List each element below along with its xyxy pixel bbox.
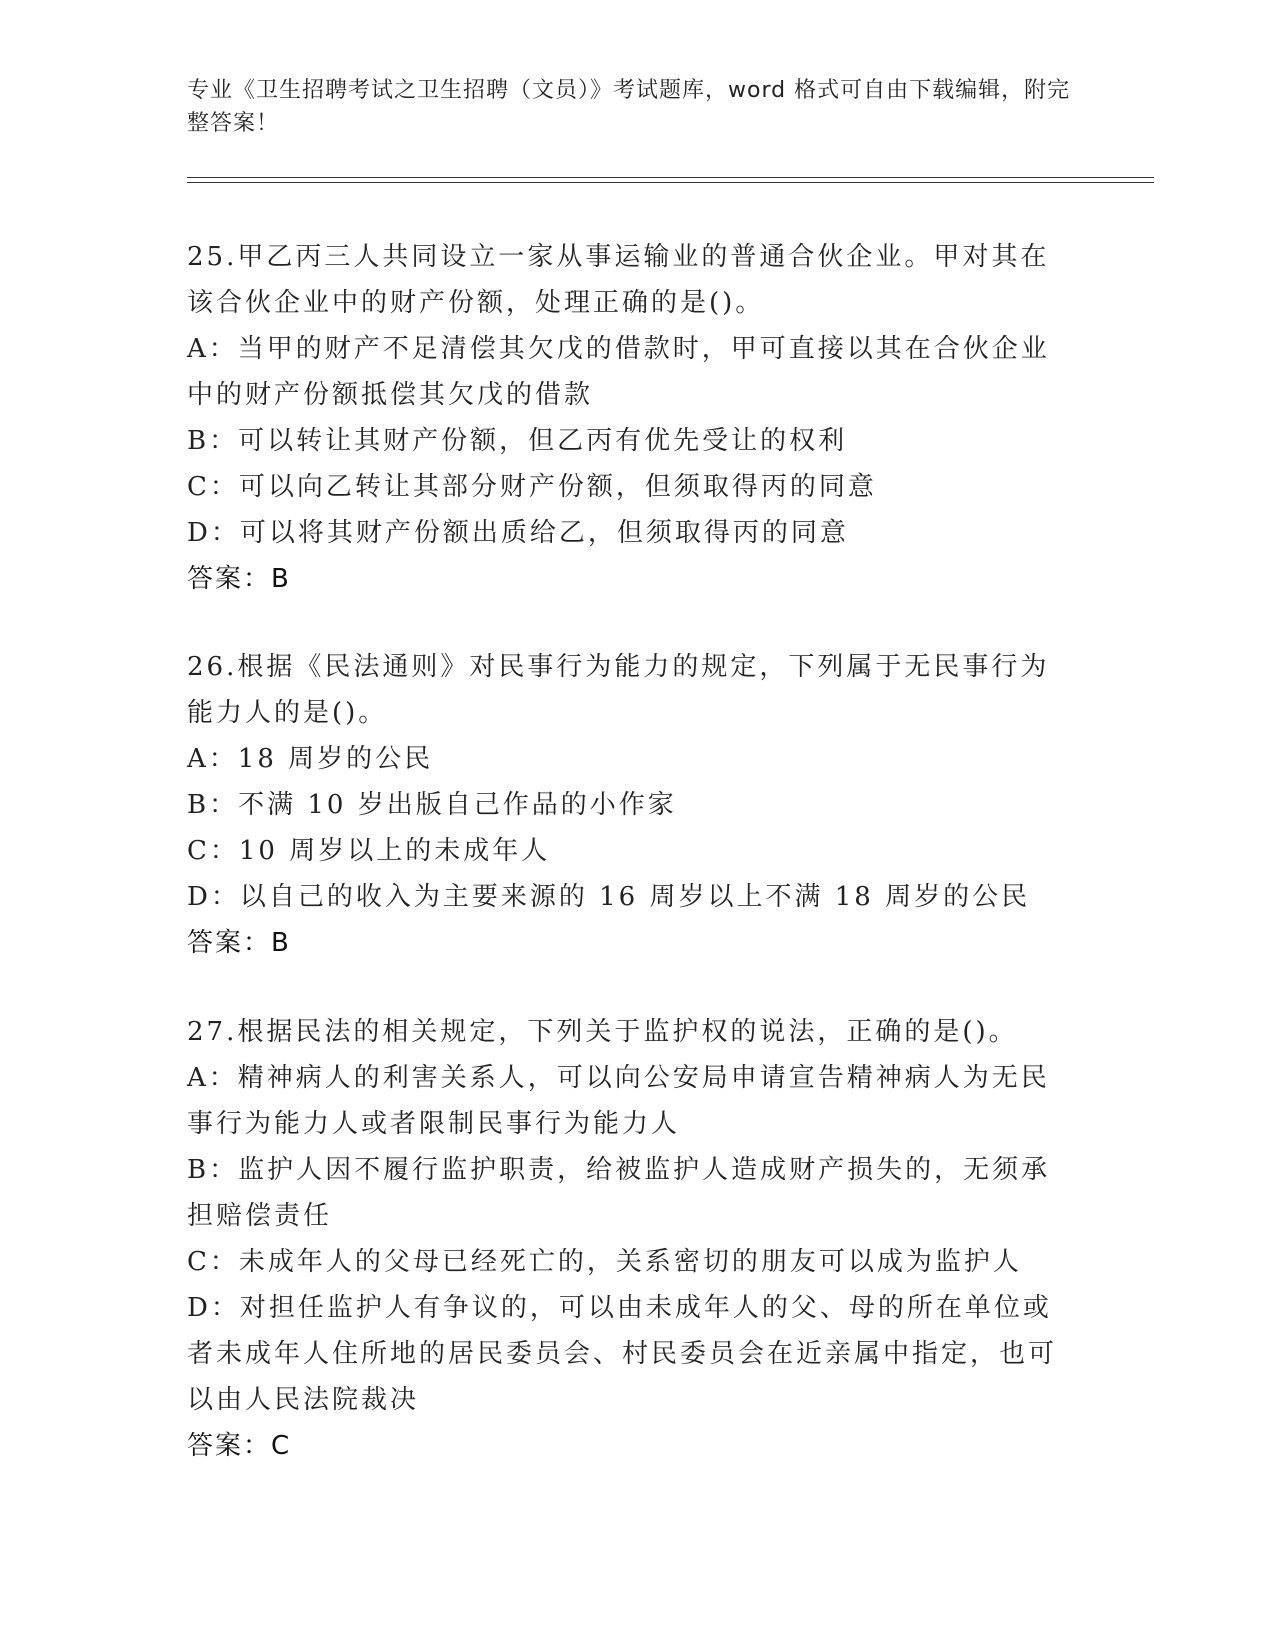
option-a: A：18 周岁的公民 — [187, 744, 434, 774]
option-b: B：不满 10 岁出版自己作品的小作家 — [187, 790, 677, 820]
question-27 — [187, 1009, 1077, 1469]
option-d: D：以自己的收入为主要来源的 16 周岁以上不满 18 周岁的公民 — [187, 882, 1031, 912]
header-divider-bottom — [187, 182, 1154, 183]
option-c: C：未成年人的父母已经死亡的，关系密切的朋友可以成为监护人 — [187, 1247, 1022, 1277]
question-stem: 26.根据《民法通则》对民事行为能力的规定，下列属于无民事行为能力人的是()。 — [187, 652, 1050, 728]
option-b: B：监护人因不履行监护职责，给被监护人造成财产损失的，无须承担赔偿责任 — [187, 1155, 1051, 1231]
question-stem: 27.根据民法的相关规定，下列关于监护权的说法，正确的是()。 — [187, 1017, 1018, 1047]
header-divider-top — [187, 177, 1154, 178]
question-25 — [187, 234, 1077, 602]
option-a: A：当甲的财产不足清偿其欠戊的借款时，甲可直接以其在合伙企业中的财产份额抵偿其欠戊的借款 — [187, 334, 1050, 410]
answer-label: 答案：C — [187, 1431, 292, 1461]
option-d: D：可以将其财产份额出质给乙，但须取得丙的同意 — [187, 518, 849, 548]
option-c: C：可以向乙转让其部分财产份额，但须取得丙的同意 — [187, 472, 877, 502]
option-a: A：精神病人的利害关系人，可以向公安局申请宣告精神病人为无民事行为能力人或者限制民事行为能力人 — [187, 1063, 1050, 1139]
question-stem: 25.甲乙丙三人共同设立一家从事运输业的普通合伙企业。甲对其在该合伙企业中的财产份额，处理正确的是()。 — [187, 242, 1050, 318]
option-c: C：10 周岁以上的未成年人 — [187, 836, 551, 866]
answer-label: 答案：B — [187, 928, 291, 958]
option-d: D：对担任监护人有争议的，可以由未成年人的父、母的所在单位或者未成年人住所地的居民委员会、村民委员会在近亲属中指定，也可以由人民法院裁决 — [187, 1293, 1058, 1415]
option-b: B：可以转让其财产份额，但乙丙有优先受让的权利 — [187, 426, 848, 456]
answer-label: 答案：B — [187, 564, 291, 594]
question-26 — [187, 644, 1077, 966]
document-header: 专业《卫生招聘考试之卫生招聘（文员）》考试题库，word 格式可自由下载编辑，附完整答案！ — [187, 78, 1071, 136]
